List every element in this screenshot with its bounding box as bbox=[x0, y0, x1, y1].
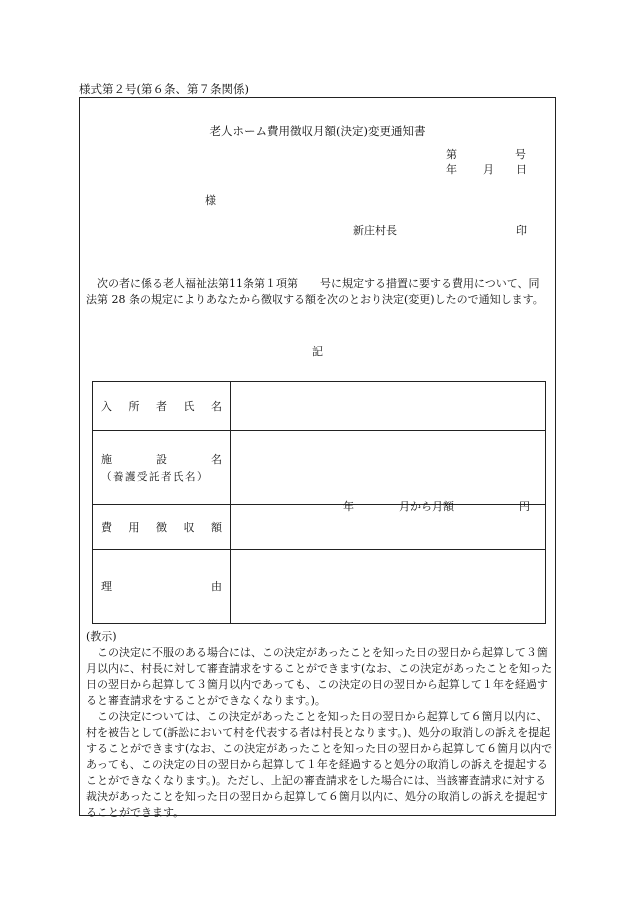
form-number-label: 様式第２号(第６条、第７条関係) bbox=[79, 82, 249, 96]
label-foster-name: （養護受託者氏名） bbox=[101, 470, 209, 483]
label-char: 額 bbox=[211, 520, 222, 534]
label-char: 費 bbox=[101, 520, 112, 534]
number-prefix: 第 bbox=[446, 148, 457, 161]
value-resident-name bbox=[231, 382, 546, 431]
ki-heading: 記 bbox=[312, 345, 323, 358]
value-reason bbox=[231, 549, 546, 623]
appeal-notice bbox=[86, 629, 554, 821]
table-row-facility bbox=[93, 431, 546, 504]
label-char: 者 bbox=[156, 400, 167, 414]
addressee-suffix: 様 bbox=[205, 194, 216, 207]
label-resident-name bbox=[93, 382, 231, 431]
label-char: 由 bbox=[211, 580, 222, 594]
fee-year: 年 bbox=[343, 499, 354, 513]
issuer-line bbox=[353, 222, 527, 238]
value-facility-name bbox=[231, 431, 546, 504]
label-char: 用 bbox=[128, 520, 140, 534]
label-char: 施 bbox=[101, 452, 112, 466]
label-char: 徴 bbox=[156, 520, 167, 534]
label-char: 設 bbox=[156, 452, 167, 466]
label-reason bbox=[93, 549, 231, 623]
date-month: 月 bbox=[483, 163, 494, 176]
table-row-fee bbox=[93, 504, 546, 549]
label-fee-amount bbox=[93, 504, 231, 549]
number-suffix: 号 bbox=[515, 148, 526, 161]
label-char: 入 bbox=[101, 400, 112, 414]
body-paragraph: 次の者に係る老人福祉法第11条第１項第 号に規定する措置に要する費用について、同法第 28 条の規定によりあなたから徴収する額を次のとおり決定(変更)したので通知します。 bbox=[86, 277, 544, 306]
info-table bbox=[92, 381, 546, 624]
date-year: 年 bbox=[446, 163, 457, 176]
date-day: 日 bbox=[516, 163, 527, 176]
notice-paragraph-1: この決定に不服のある場合には、この決定があったことを知った日の翌日から起算して３箇月以内に、村長に対して審査請求をすることができます(なお、この決定があったことを知った日の翌日から起算して３箇月以内であっても、この決定の日の翌日から起算して１年を経過すると審査請求をすることができなくなります。)。 bbox=[86, 646, 553, 707]
label-char: 所 bbox=[128, 400, 140, 414]
label-facility-name bbox=[93, 431, 231, 504]
fee-month-from: 月から月額 bbox=[399, 499, 454, 513]
label-char: 収 bbox=[183, 520, 195, 534]
document-number bbox=[446, 146, 526, 162]
label-char: 名 bbox=[211, 452, 222, 466]
seal-mark: 印 bbox=[516, 224, 527, 237]
fee-yen: 円 bbox=[519, 499, 530, 513]
label-char: 名 bbox=[211, 400, 222, 414]
notice-heading: (教示) bbox=[86, 630, 117, 643]
value-fee-amount bbox=[231, 499, 546, 549]
label-char: 氏 bbox=[183, 400, 195, 414]
label-char: 理 bbox=[101, 580, 112, 594]
notice-paragraph-2: この決定については、この決定があったことを知った日の翌日から起算して６箇月以内に、村を被告として(訴訟において村を代表する者は村長となります。)、処分の取消しの訴えを提起することができます(なお、この決定があったことを知った日の翌日から起算して６箇月以内であっても、この決定の日の翌日から起算して１年を経過すると処分の取消しの訴えを提起することができなくなります。)。ただし、上記の審査請求をした場合には、当該審査請求に対する裁決があったことを知った日の翌日から起算して６箇月以内に、処分の取消しの訴えを提起することができます。 bbox=[86, 710, 553, 819]
document-title: 老人ホーム費用徴収月額(決定)変更通知書 bbox=[209, 124, 426, 138]
table-row-reason bbox=[93, 549, 546, 623]
document-date bbox=[446, 161, 527, 177]
table-row-resident bbox=[93, 382, 546, 431]
issuer-name: 新庄村長 bbox=[353, 224, 397, 237]
document-frame bbox=[79, 97, 556, 819]
